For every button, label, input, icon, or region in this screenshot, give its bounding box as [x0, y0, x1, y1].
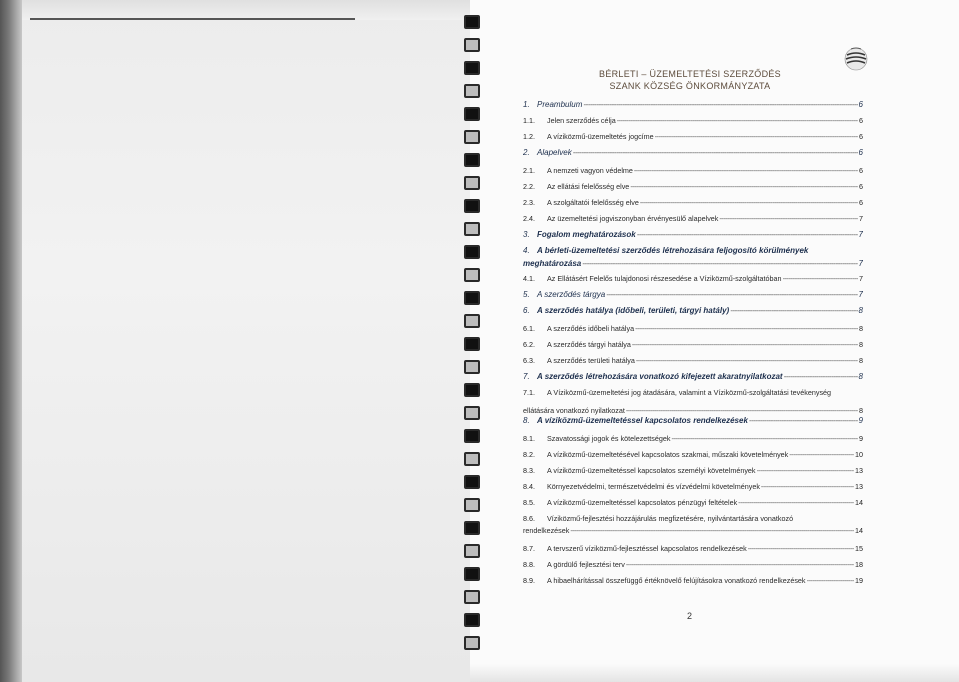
- toc-entry: [523, 228, 863, 239]
- toc-dot-leader: [655, 132, 858, 141]
- toc-entry-number: 8.4.: [523, 482, 535, 491]
- toc-entry: [523, 542, 863, 553]
- binding-ring: [464, 153, 480, 167]
- toc-entry-number: 6.3.: [523, 356, 535, 365]
- toc-entry-title: A szerződés tárgya: [537, 290, 606, 299]
- toc-entry: [523, 354, 863, 365]
- toc-entry-title: A szolgáltatói felelősség elve: [547, 198, 639, 207]
- toc-dot-leader: [640, 198, 858, 207]
- toc-entry-title: Az ellátási felelősség elve: [547, 182, 630, 191]
- toc-entry-title: Szavatossági jogok és kötelezettségek: [547, 434, 671, 443]
- toc-entry: [523, 322, 863, 333]
- toc-entry: [523, 464, 863, 475]
- toc-entry-number: 2.4.: [523, 214, 535, 223]
- toc-entry: [523, 244, 863, 255]
- toc-entry-title: Jelen szerződés célja: [547, 116, 616, 125]
- toc-entry: [523, 130, 863, 141]
- toc-entry: [523, 386, 863, 397]
- toc-dot-leader: [637, 230, 858, 239]
- toc-entry-title: A víziközmű-üzemeltetés jogcíme: [547, 132, 654, 141]
- toc-entry: [523, 448, 863, 459]
- binding-ring: [464, 475, 480, 489]
- toc-entry-page: 7: [858, 290, 863, 299]
- toc-dot-leader: [719, 214, 858, 223]
- toc-entry-number: 1.1.: [523, 116, 535, 125]
- header-subtitle: SZANK KÖZSÉG ÖNKORMÁNYZATA: [609, 81, 771, 91]
- toc-entry-page: 15: [855, 544, 863, 553]
- toc-entry-title: Az Ellátásért Felelős tulajdonosi részesedése a Víziközmű-szolgáltatóban: [547, 274, 782, 283]
- binding-ring: [464, 544, 480, 558]
- toc-entry-title: A szerződés területi hatálya: [547, 356, 635, 365]
- toc-dot-leader: [634, 166, 858, 175]
- toc-entry-number: 8.3.: [523, 466, 535, 475]
- toc-entry: [523, 180, 863, 191]
- document-page-bottom-edge: [470, 664, 959, 682]
- toc-entry-title: A víziközmű-üzemeltetéssel kapcsolatos személyi követelmények: [547, 466, 756, 475]
- binding-ring: [464, 268, 480, 282]
- binding-ring: [464, 61, 480, 75]
- binding-ring: [464, 291, 480, 305]
- toc-entry: [523, 146, 863, 157]
- toc-entry: [523, 98, 863, 109]
- toc-entry-number: 8.9.: [523, 576, 535, 585]
- toc-entry: [523, 272, 863, 283]
- binding-ring: [464, 15, 480, 29]
- binding-ring: [464, 452, 480, 466]
- toc-entry-number: 6.2.: [523, 340, 535, 349]
- toc-entry-page: 9: [858, 416, 863, 425]
- toc-entry-title: A Víziközmű-üzemeltetési jog átadására, valamint a Víziközmű-szolgáltatási tevékenység: [547, 388, 832, 397]
- binding-ring: [464, 429, 480, 443]
- toc-entry-title: A nemzeti vagyon védelme: [547, 166, 633, 175]
- binding-ring: [464, 636, 480, 650]
- company-logo-icon: [843, 46, 869, 72]
- toc-entry-title: A hibaelhárítással összefüggő értéknövelő felújításokra vonatkozó rendelkezések: [547, 576, 806, 585]
- toc-entry-number: 1.2.: [523, 132, 535, 141]
- toc-entry-page: 8: [858, 306, 863, 315]
- binding-ring: [464, 84, 480, 98]
- toc-entry-number: 3.: [523, 230, 530, 239]
- toc-entry: [523, 196, 863, 207]
- toc-entry-page: 18: [855, 560, 863, 569]
- binding-ring: [464, 337, 480, 351]
- toc-dot-leader: [783, 274, 858, 283]
- toc-entry-page: 9: [859, 434, 863, 443]
- binding-ring: [464, 107, 480, 121]
- toc-entry: [523, 480, 863, 491]
- left-page-shadow: [0, 0, 22, 682]
- toc-dot-leader: [570, 526, 854, 535]
- binding-ring: [464, 383, 480, 397]
- binding-ring: [464, 222, 480, 236]
- binding-ring: [464, 130, 480, 144]
- toc-entry-number: 6.: [523, 306, 530, 315]
- toc-entry-title: Az üzemeltetési jogviszonyban érvényesülő alapelvek: [547, 214, 719, 223]
- toc-entry-number: 5.: [523, 290, 530, 299]
- toc-entry-title: A szerződés időbeli hatálya: [547, 324, 635, 333]
- toc-entry-number: 8.5.: [523, 498, 535, 507]
- toc-entry-page: 8: [859, 356, 863, 365]
- toc-entry: [523, 288, 863, 299]
- toc-dot-leader: [626, 560, 854, 569]
- toc-entry-title: Fogalom meghatározások: [537, 230, 636, 239]
- toc-entry: [523, 574, 863, 585]
- toc-entry: [523, 496, 863, 507]
- toc-entry-page: 8: [859, 324, 863, 333]
- toc-dot-leader: [730, 306, 857, 315]
- toc-entry-page: 7: [859, 274, 863, 283]
- toc-dot-leader: [757, 466, 854, 475]
- toc-entry-number: 8.2.: [523, 450, 535, 459]
- toc-entry: [523, 558, 863, 569]
- toc-dot-leader: [671, 434, 858, 443]
- binding-ring: [464, 406, 480, 420]
- toc-entry: [523, 512, 863, 523]
- header-title: BÉRLETI – ÜZEMELTETÉSI SZERZŐDÉS: [599, 69, 781, 79]
- toc-entry-number: 8.1.: [523, 434, 535, 443]
- toc-entry: [523, 164, 863, 175]
- toc-entry: [523, 370, 863, 381]
- toc-entry-page: 6: [859, 116, 863, 125]
- toc-entry-number: 8.7.: [523, 544, 535, 553]
- toc-entry-page: 10: [855, 450, 863, 459]
- toc-entry-title: A víziközmű-üzemeltetéssel kapcsolatos pénzügyi feltételek: [547, 498, 738, 507]
- toc-entry-page: 7: [858, 230, 863, 239]
- toc-entry-page: 13: [855, 466, 863, 475]
- toc-entry-number: 2.3.: [523, 198, 535, 207]
- toc-entry-page: 8: [859, 340, 863, 349]
- toc-dot-leader: [635, 324, 858, 333]
- toc-dot-leader: [606, 290, 857, 299]
- toc-entry-number: 2.: [523, 148, 530, 157]
- toc-entry-title: A szerződés létrehozására vonatkozó kifejezett akaratnyilatkozat: [537, 372, 783, 381]
- toc-dot-leader: [583, 100, 857, 109]
- toc-entry-page: 14: [855, 498, 863, 507]
- toc-entry-number: 7.: [523, 372, 530, 381]
- toc-dot-leader: [738, 498, 854, 507]
- toc-dot-leader: [749, 416, 858, 425]
- toc-entry-title: Alapelvek: [537, 148, 572, 157]
- binding-ring: [464, 176, 480, 190]
- toc-entry: [523, 524, 863, 535]
- toc-entry-page: 13: [855, 482, 863, 491]
- binding-ring: [464, 590, 480, 604]
- toc-entry-page: 7: [858, 259, 863, 268]
- toc-entry-page: 6: [859, 166, 863, 175]
- toc-entry-page: 6: [859, 182, 863, 191]
- toc-entry: [523, 257, 863, 268]
- toc-dot-leader: [636, 356, 858, 365]
- binding-ring: [464, 314, 480, 328]
- toc-entry-title: rendelkezések: [523, 526, 570, 535]
- toc-entry-page: 6: [858, 148, 863, 157]
- toc-entry: [523, 414, 863, 425]
- toc-dot-leader: [617, 116, 858, 125]
- toc-dot-leader: [630, 182, 858, 191]
- toc-entry-title: Környezetvédelmi, természetvédelmi és vízvédelmi követelmények: [547, 482, 760, 491]
- toc-dot-leader: [632, 340, 858, 349]
- toc-entry-number: 1.: [523, 100, 530, 109]
- binding-ring: [464, 613, 480, 627]
- toc-entry-title: A szerződés hatálya (időbeli, területi, tárgyi hatály): [537, 306, 730, 315]
- toc-entry-page: 6: [859, 132, 863, 141]
- toc-entry-page: 14: [855, 526, 863, 535]
- binding-ring: [464, 38, 480, 52]
- toc-entry-title: A gördülő fejlesztési terv: [547, 560, 625, 569]
- toc-entry-title: Víziközmű-fejlesztési hozzájárulás megfizetésére, nyilvántartására vonatkozó: [547, 514, 794, 523]
- toc-dot-leader: [748, 544, 854, 553]
- toc-dot-leader: [761, 482, 854, 491]
- toc-entry-number: 8.8.: [523, 560, 535, 569]
- toc-entry-page: 8: [858, 372, 863, 381]
- toc-entry-title: A szerződés tárgyi hatálya: [547, 340, 631, 349]
- binding-ring: [464, 498, 480, 512]
- toc-entry-number: 2.2.: [523, 182, 535, 191]
- toc-entry-number: 2.1.: [523, 166, 535, 175]
- toc-entry: [523, 338, 863, 349]
- toc-entry-title: Preambulum: [537, 100, 583, 109]
- binding-spine: [458, 15, 488, 665]
- toc-entry-number: 4.1.: [523, 274, 535, 283]
- left-page-top-line: [30, 18, 355, 20]
- toc-entry-number: 6.1.: [523, 324, 535, 333]
- binding-ring: [464, 521, 480, 535]
- toc-dot-leader: [807, 576, 854, 585]
- toc-entry-page: 8: [859, 406, 863, 415]
- toc-entry: [523, 114, 863, 125]
- toc-entry-page: 19: [855, 576, 863, 585]
- toc-entry-number: 4.: [523, 246, 530, 255]
- toc-entry-title: A tervszerű víziközmű-fejlesztéssel kapcsolatos rendelkezések: [547, 544, 747, 553]
- binding-ring: [464, 245, 480, 259]
- toc-entry: [523, 212, 863, 223]
- toc-entry-page: 6: [858, 100, 863, 109]
- left-page: [0, 0, 470, 682]
- toc-entry-title: meghatározása: [523, 259, 582, 268]
- toc-entry: [523, 432, 863, 443]
- toc-entry-title: ellátására vonatkozó nyilatkozat: [523, 406, 625, 415]
- binding-ring: [464, 567, 480, 581]
- toc-entry-page: 7: [859, 214, 863, 223]
- toc-dot-leader: [784, 372, 858, 381]
- toc-dot-leader: [573, 148, 858, 157]
- binding-ring: [464, 360, 480, 374]
- toc-entry-title: A víziközmű-üzemeltetésével kapcsolatos szakmai, műszaki követelmények: [547, 450, 789, 459]
- left-page-top-edge: [0, 0, 470, 20]
- toc-dot-leader: [789, 450, 854, 459]
- toc-entry-page: 6: [859, 198, 863, 207]
- binding-ring: [464, 199, 480, 213]
- toc-entry-title: A víziközmű-üzemeltetéssel kapcsolatos rendelkezések: [537, 416, 748, 425]
- toc-dot-leader: [582, 259, 857, 268]
- toc-entry: [523, 304, 863, 315]
- toc-entry-title: A bérleti-üzemeltetési szerződés létrehozására feljogosító körülmények: [537, 246, 809, 255]
- page-number: 2: [687, 611, 693, 621]
- toc-entry-number: 7.1.: [523, 388, 535, 397]
- document-header: [560, 68, 820, 92]
- toc-entry-number: 8.6.: [523, 514, 535, 523]
- toc-entry-number: 8.: [523, 416, 530, 425]
